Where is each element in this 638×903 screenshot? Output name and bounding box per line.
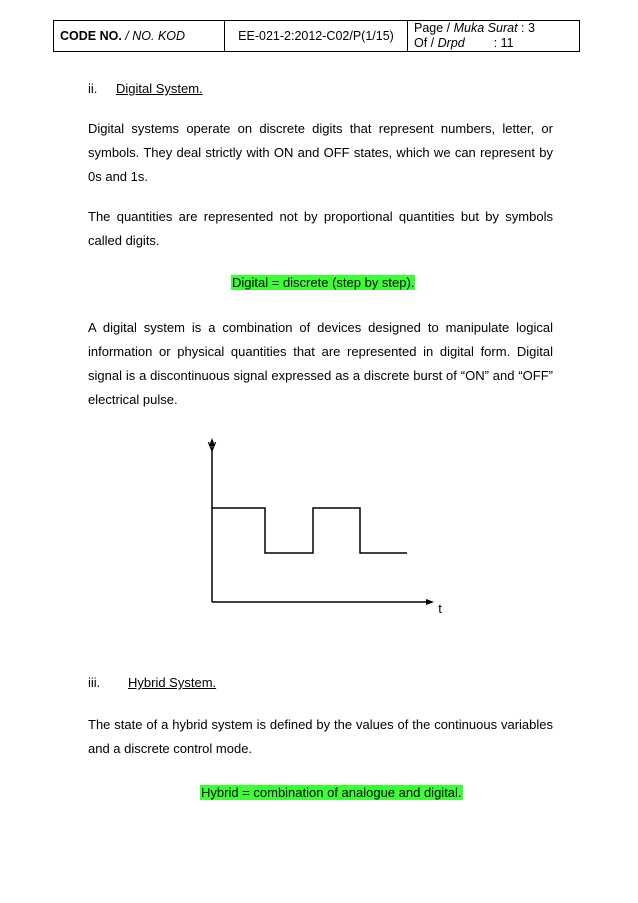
y-axis-label: V	[207, 439, 217, 454]
code-value: EE-021-2:2012-C02/P(1/15)	[238, 29, 394, 43]
of-label-alt: Drpd	[437, 36, 465, 50]
page-label-alt: Muka Surat	[453, 21, 518, 35]
hybrid-highlight-text: Hybrid = combination of analogue and digital.	[201, 785, 462, 800]
digital-highlight-text: Digital = discrete (step by step).	[232, 275, 415, 290]
code-label-alt: / NO. KOD	[125, 29, 186, 43]
code-value-cell	[225, 21, 408, 52]
square-wave-signal	[212, 508, 407, 553]
section-ii-paragraph-1: Digital systems operate on discrete digits that represent numbers, letter, or symbols. They deal strictly with ON and OFF states, which we can represent by 0s and 1s.	[88, 121, 553, 184]
section-iii-title: Hybrid System.	[128, 675, 217, 690]
page-label: Page /	[414, 21, 451, 35]
section-ii-number: ii.	[88, 81, 98, 96]
of-value: : 11	[493, 36, 514, 50]
page-info-cell	[408, 21, 580, 52]
hybrid-highlight	[200, 785, 463, 800]
of-label: Of /	[414, 36, 435, 50]
section-iii-number: iii.	[88, 675, 101, 690]
x-axis-label: t	[438, 601, 442, 616]
of-line	[414, 36, 573, 51]
section-iii-heading	[88, 675, 216, 690]
digital-signal-diagram	[195, 433, 455, 623]
code-number-cell	[54, 21, 225, 52]
document-header	[53, 20, 580, 52]
section-ii-paragraph-3: A digital system is a combination of devices designed to manipulate logical information or physical quantities that are represented in digital form. Digital signal is a discontinuous signal expressed as a discrete burst of “ON” and “OFF” electrical pulse.	[88, 320, 553, 407]
section-ii-paragraph-2: The quantities are represented not by proportional quantities but by symbols called digits.	[88, 209, 553, 248]
code-label: CODE NO.	[60, 29, 122, 43]
section-ii-title: Digital System.	[116, 81, 203, 96]
digital-highlight	[231, 275, 415, 290]
page-line	[414, 21, 573, 36]
section-iii-paragraph-1: The state of a hybrid system is defined by the values of the continuous variables and a discrete control mode.	[88, 717, 553, 756]
section-ii-heading	[88, 81, 203, 96]
page-value: : 3	[521, 21, 535, 35]
